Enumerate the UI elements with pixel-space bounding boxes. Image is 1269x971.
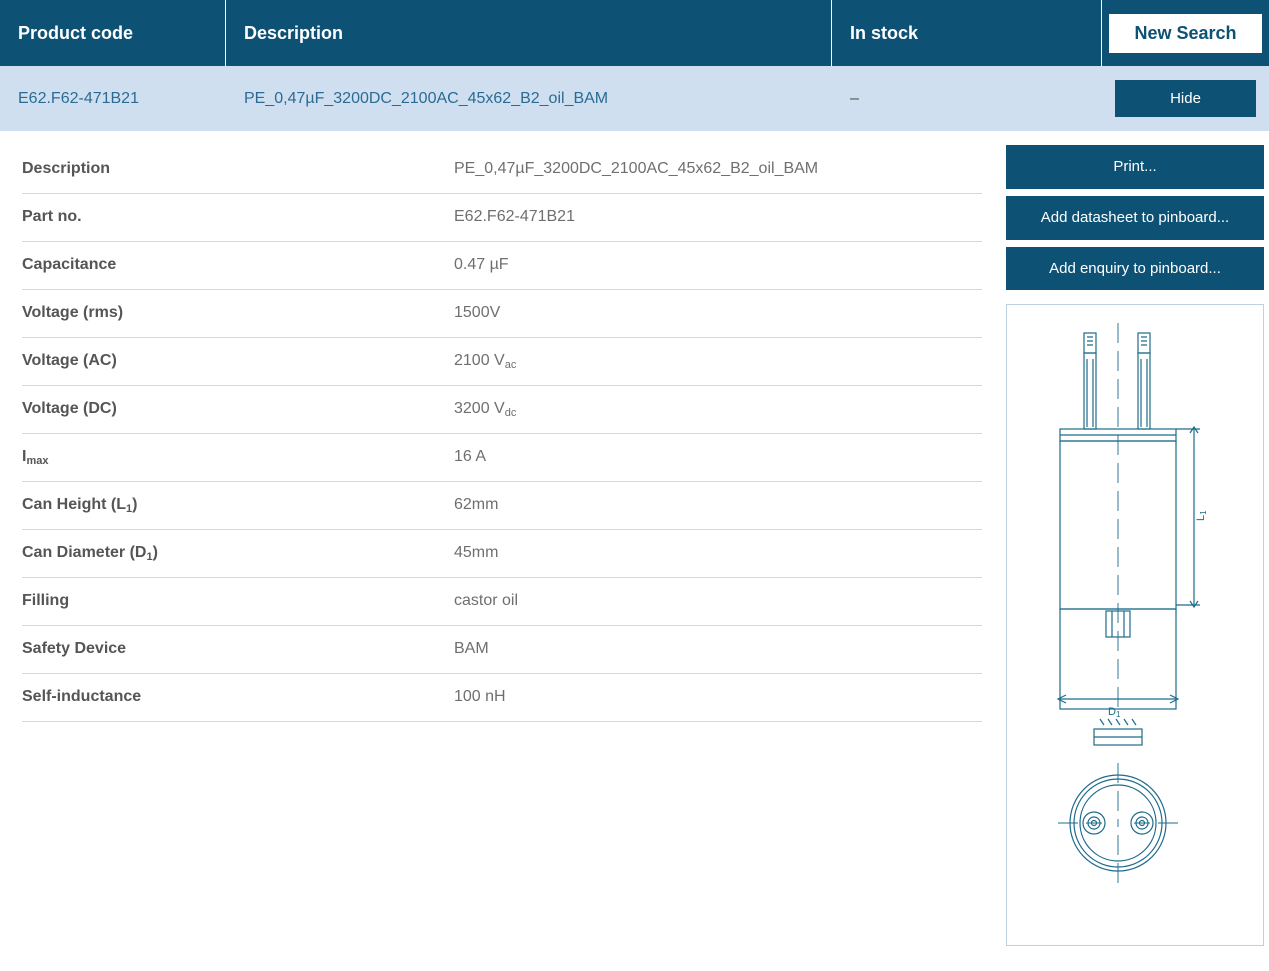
add-enquiry-to-pinboard-button[interactable]: Add enquiry to pinboard... (1006, 247, 1264, 291)
spec-label-imax-sub: max (26, 454, 49, 467)
spec-row-filling (22, 577, 982, 625)
spec-row-can-diameter (22, 529, 982, 577)
row-in-stock: – (850, 89, 859, 107)
spec-value-voltage-dc-sub: dc (504, 406, 517, 419)
dimension-label-l1: L1 (1195, 510, 1208, 522)
spec-label-description: Description (22, 145, 454, 193)
table-row[interactable] (0, 66, 1269, 131)
spec-value-voltage-ac-sub: ac (504, 358, 517, 371)
spec-value-imax: 16 A (454, 433, 982, 481)
capacitor-technical-drawing-svg (1008, 315, 1262, 935)
spec-row-voltage-rms (22, 289, 982, 337)
results-table-header (0, 0, 1269, 66)
spec-row-safety-device (22, 625, 982, 673)
product-drawing (1006, 304, 1264, 946)
spec-label-can-height (22, 481, 454, 529)
spec-value-can-diameter: 45mm (454, 529, 982, 577)
spec-row-voltage-dc (22, 385, 982, 433)
spec-row-description (22, 145, 982, 193)
row-action-cell (1102, 66, 1269, 131)
spec-value-filling: castor oil (454, 577, 982, 625)
spec-value-part-no: E62.F62-471B21 (454, 193, 982, 241)
column-header-in-stock-label: In stock (850, 22, 919, 43)
spec-value-voltage-rms-text: 1500V (454, 289, 982, 337)
spec-label-voltage-rms: Voltage (rms) (22, 289, 454, 337)
spec-row-part-no (22, 193, 982, 241)
spec-row-voltage-ac (22, 337, 982, 385)
column-header-description-label: Description (244, 22, 344, 43)
dimension-label-d1: D1 (1108, 706, 1121, 720)
row-product-code: E62.F62-471B21 (18, 89, 139, 107)
spec-label-can-height-tail: ) (132, 495, 138, 513)
spec-label-can-diameter-sub: 1 (146, 550, 153, 563)
spec-label-can-diameter (22, 529, 454, 577)
column-header-description (226, 0, 832, 66)
detail-body (0, 131, 1269, 946)
column-header-product-code (0, 0, 226, 66)
new-search-button[interactable]: New Search (1109, 14, 1262, 53)
specification-table (22, 145, 982, 722)
spec-label-imax (22, 433, 454, 481)
row-description: PE_0,47µF_3200DC_2100AC_45x62_B2_oil_BAM (244, 89, 609, 107)
add-datasheet-to-pinboard-button[interactable]: Add datasheet to pinboard... (1006, 196, 1264, 240)
spec-value-can-height: 62mm (454, 481, 982, 529)
spec-label-can-diameter-main: Can Diameter (D (22, 543, 147, 561)
spec-value-voltage-dc (454, 385, 982, 433)
spec-label-can-height-sub: 1 (126, 502, 133, 515)
column-header-in-stock (832, 0, 1102, 66)
spec-label-safety-device: Safety Device (22, 625, 454, 673)
spec-value-description: PE_0,47µF_3200DC_2100AC_45x62_B2_oil_BAM (454, 145, 982, 193)
spec-row-self-inductance (22, 673, 982, 721)
spec-value-voltage-ac (454, 337, 982, 385)
spec-row-imax (22, 433, 982, 481)
header-action-cell (1102, 0, 1269, 66)
spec-label-self-inductance: Self-inductance (22, 673, 454, 721)
spec-row-capacitance (22, 241, 982, 289)
action-panel (1006, 145, 1264, 946)
spec-value-self-inductance: 100 nH (454, 673, 982, 721)
spec-label-capacitance: Capacitance (22, 241, 454, 289)
spec-value-voltage-ac-number: 2100 V (454, 351, 505, 369)
column-header-product-code-label: Product code (18, 22, 134, 43)
spec-label-voltage-dc: Voltage (DC) (22, 385, 454, 433)
print-button[interactable]: Print... (1006, 145, 1264, 189)
spec-label-filling: Filling (22, 577, 454, 625)
spec-label-can-height-main: Can Height (L (22, 495, 126, 513)
spec-label-imax-main: I (22, 447, 27, 465)
hide-button[interactable]: Hide (1115, 80, 1256, 117)
spec-row-can-height (22, 481, 982, 529)
spec-label-can-diameter-tail: ) (152, 543, 158, 561)
spec-value-safety-device: BAM (454, 625, 982, 673)
spec-label-part-no: Part no. (22, 193, 454, 241)
spec-label-voltage-ac: Voltage (AC) (22, 337, 454, 385)
spec-value-voltage-dc-number: 3200 V (454, 399, 505, 417)
spec-value-capacitance: 0.47 µF (454, 241, 982, 289)
